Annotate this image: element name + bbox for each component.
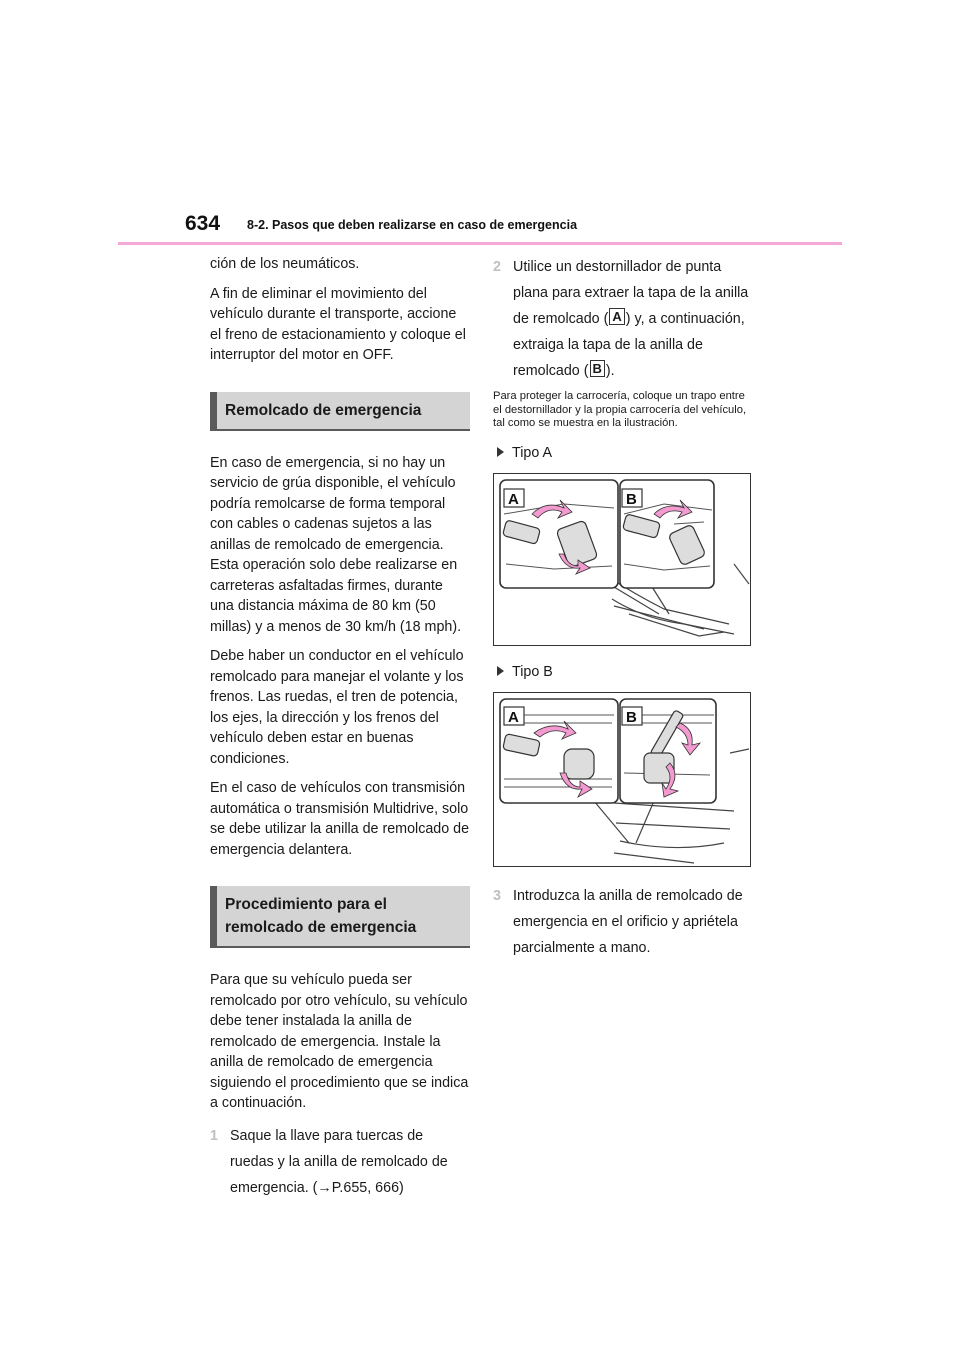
paragraph: ción de los neumáticos.	[210, 256, 360, 272]
paragraph: Para que su vehículo pueda ser remolcado por otro vehículo, su vehículo debe tener instalada la anilla de remolcado de emergencia. Instale la anilla de remolcado de emergencia siguiendo el procedimiento que se indica a continuación.	[210, 972, 469, 1111]
page-number: 634	[185, 212, 221, 235]
type-a-label	[493, 443, 753, 463]
paragraph: En caso de emergencia, si no hay un servicio de grúa disponible, el vehículo podría remolcarse de forma temporal con cables o cadenas sujetos a las anillas de remolcado de emergencia. Esta operación solo debe realizarse en carreteras asfaltadas firmes, durante una distancia máxima de 80 km (50 millas) y a menos de 30 km/h (18 mph).	[210, 454, 462, 635]
triangle-bullet-icon	[497, 666, 504, 676]
header-rule	[118, 242, 842, 245]
svg-text:A: A	[508, 708, 519, 726]
step-1	[210, 1123, 470, 1201]
paragraph: A fin de eliminar el movimiento del vehículo durante el transporte, accione el freno de estacionamiento y coloque el interruptor del motor en OFF.	[210, 285, 466, 363]
svg-text:B: B	[626, 490, 637, 508]
type-b-text: Tipo B	[512, 663, 553, 680]
right-column	[493, 254, 753, 967]
svg-text:B: B	[626, 708, 637, 726]
section-heading: Procedimiento para el remolcado de emergencia	[210, 886, 470, 948]
section-heading: Remolcado de emergencia	[210, 392, 470, 431]
label-a: A	[609, 308, 624, 325]
step-text	[513, 254, 753, 384]
step-text-part: ).	[605, 363, 615, 379]
step-number: 1	[210, 1127, 218, 1144]
svg-text:A: A	[508, 490, 519, 508]
step-text-part: ) y, a continuación, extraiga la tapa de la anilla de remolcado (	[513, 311, 745, 379]
type-a-illustration	[493, 473, 751, 646]
type-b-label	[493, 662, 753, 682]
triangle-bullet-icon	[497, 447, 504, 457]
label-b: B	[590, 360, 605, 377]
step-3	[493, 883, 753, 961]
type-b-illustration	[493, 692, 751, 867]
step-number: 2	[493, 259, 501, 275]
step-2	[493, 254, 753, 384]
type-a-text: Tipo A	[512, 444, 553, 461]
step-text: Introduzca la anilla de remolcado de emergencia en el orificio y apriétela parcialmente a mano.	[513, 887, 743, 956]
paragraph: Debe haber un conductor en el vehículo remolcado para manejar el volante y los frenos. Las ruedas, el tren de potencia, los ejes, la dirección y los frenos del vehículo deben estar en buenas condiciones.	[210, 648, 464, 767]
header-title: 8-2. Pasos que deben realizarse en caso de emergencia	[247, 218, 578, 232]
note-text: Para proteger la carrocería, coloque un trapo entre el destornillador y la propia carrocería del vehículo, tal como se muestra en la ilustración.	[493, 390, 747, 429]
step-number: 3	[493, 887, 501, 904]
left-column	[210, 254, 470, 1207]
step-text-part: Utilice un destornillador de punta plana para extraer la tapa de la anilla de remolcado (	[513, 259, 749, 327]
step-text: Saque la llave para tuercas de ruedas y la anilla de remolcado de emergencia. (→P.655, 666)	[230, 1127, 448, 1196]
paragraph: En el caso de vehículos con transmisión automática o transmisión Multidrive, solo se debe utilizar la anilla de remolcado de emergencia delantera.	[210, 780, 470, 858]
